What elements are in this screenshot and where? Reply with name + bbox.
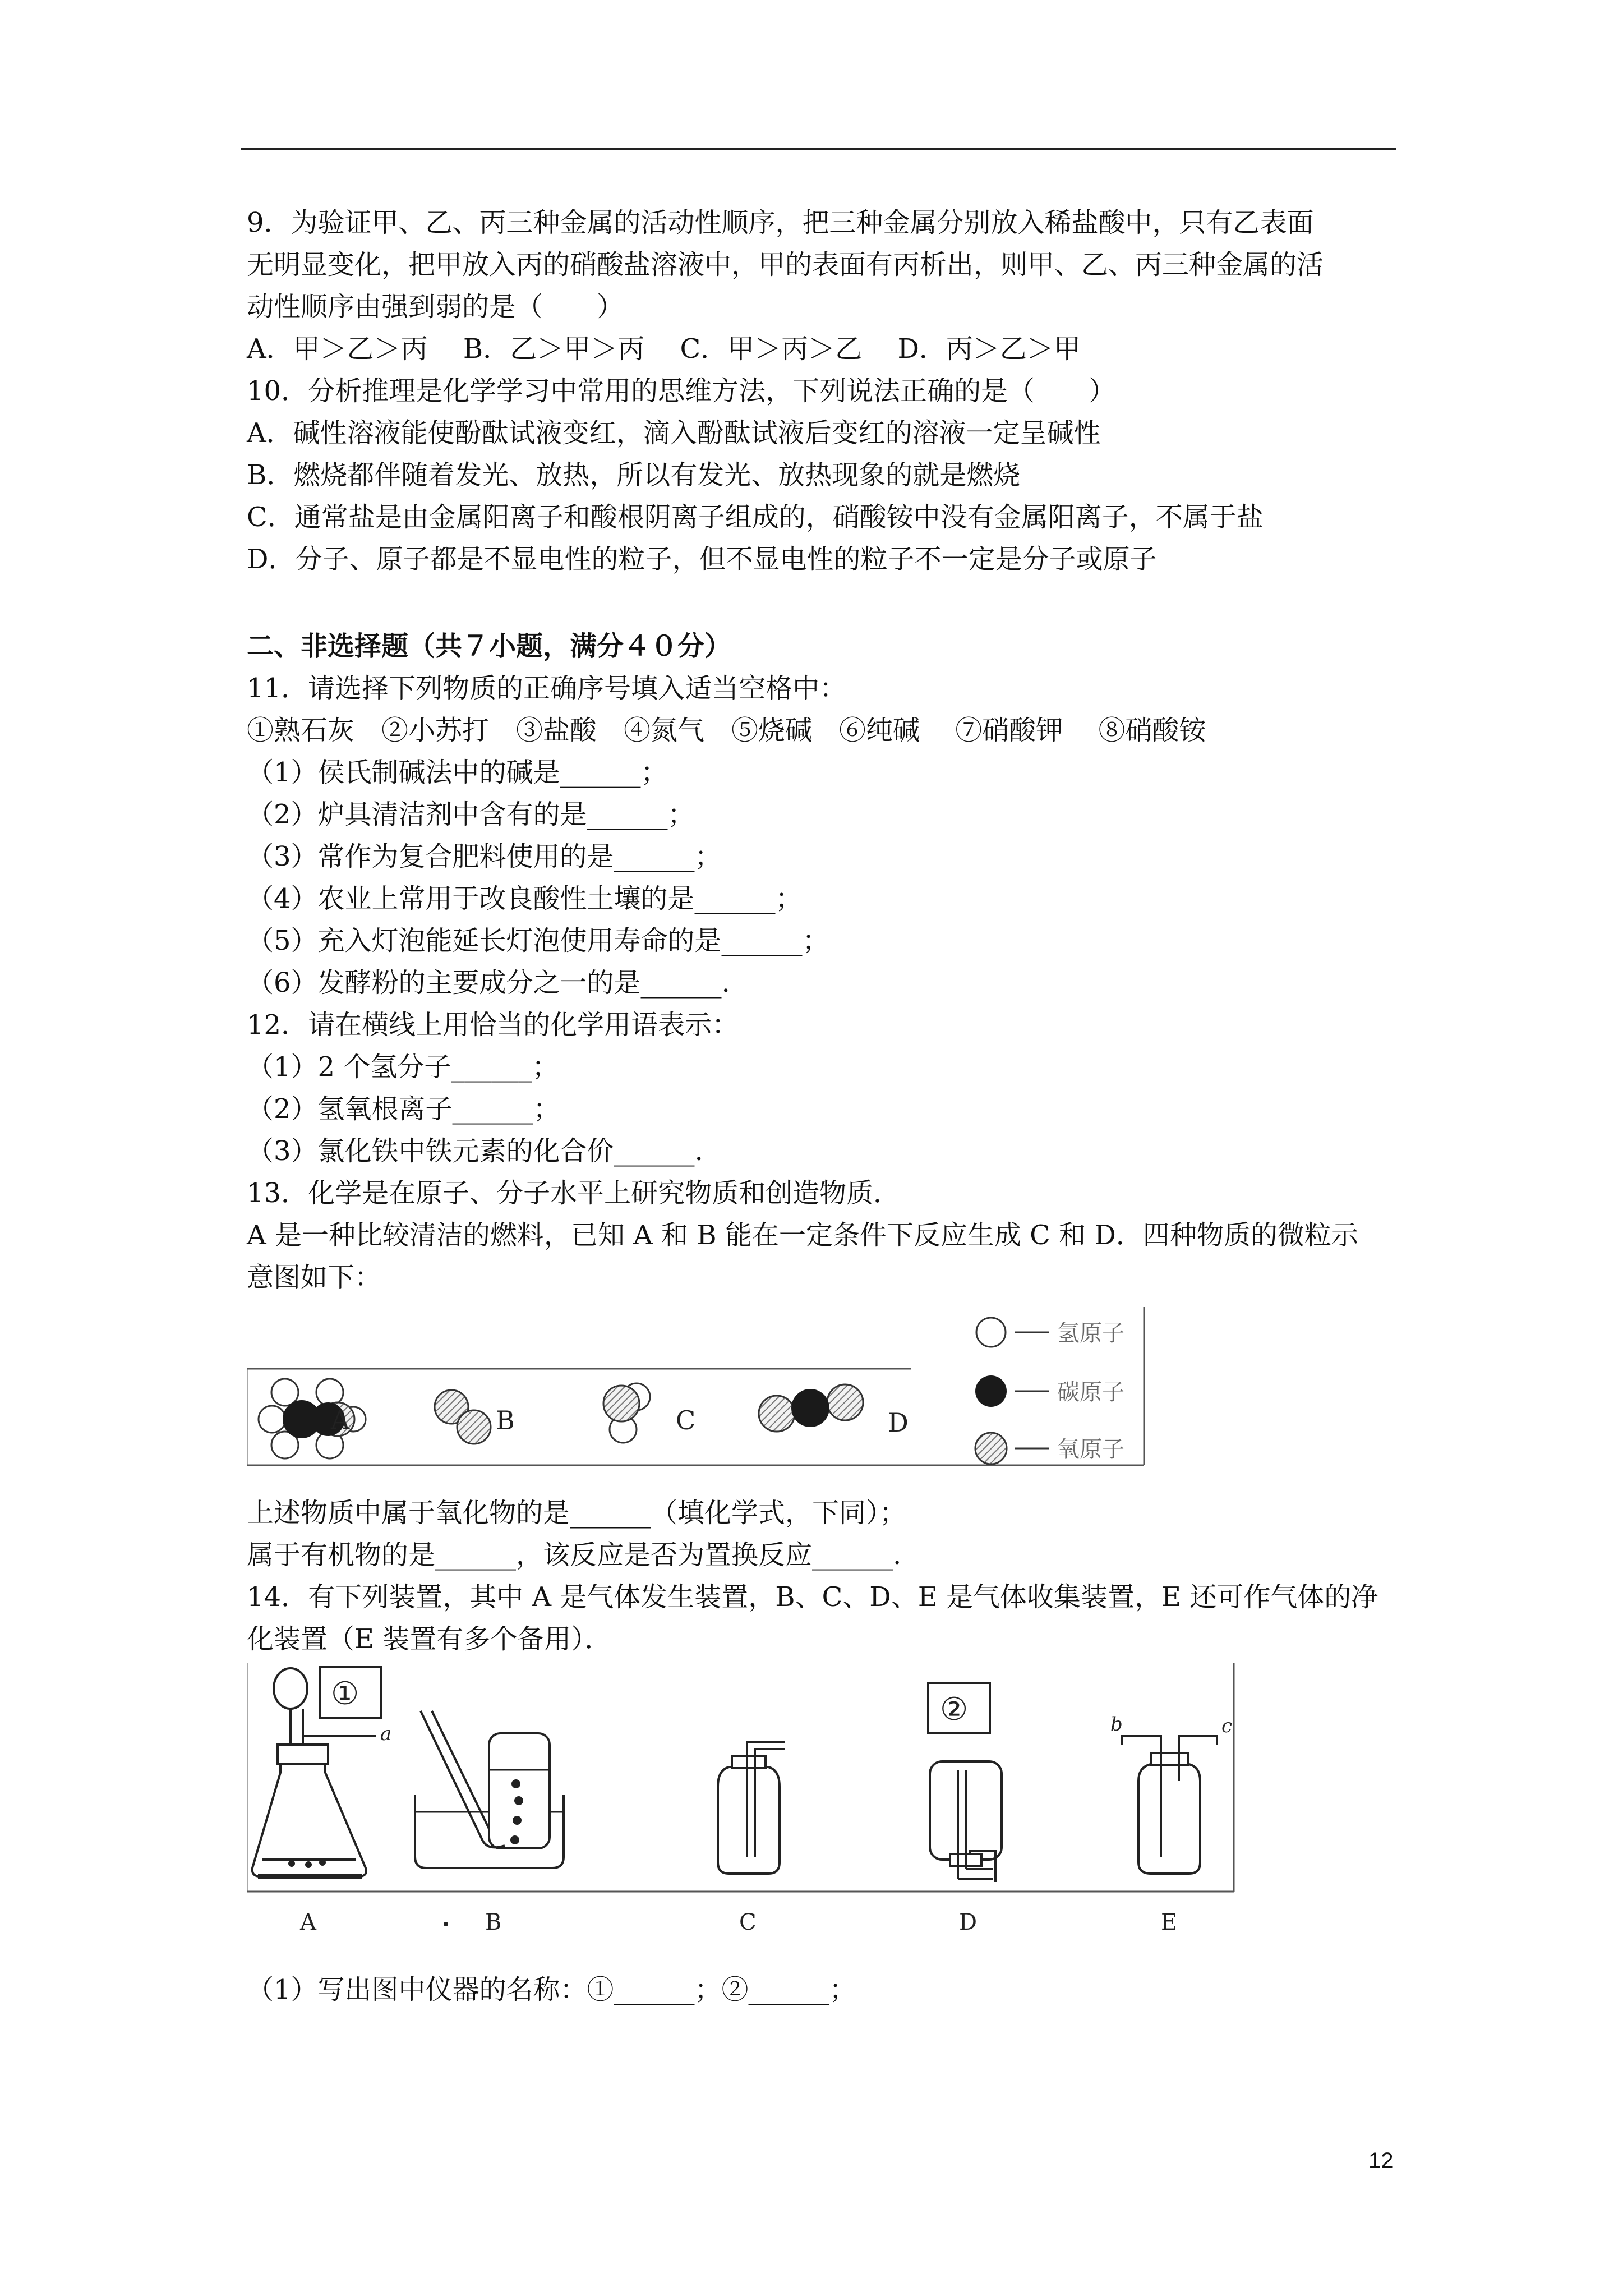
label-apparatus-c: C (739, 1910, 757, 1935)
q11-part6: （6）发酵粉的主要成分之一的是______. (247, 967, 730, 999)
q13-after1: 上述物质中属于氧化物的是______（填化学式，下同）； (247, 1497, 907, 1529)
q10-option-a: A．碱性溶液能使酚酞试液变红，滴入酚酞试液后变红的溶液一定呈碱性 (247, 417, 1101, 449)
apparatus-c (718, 1742, 785, 1874)
legend-oxygen: 氧原子 (1057, 1437, 1124, 1462)
label-apparatus-e: E (1161, 1910, 1178, 1935)
legend-oxygen-symbol (975, 1433, 1007, 1464)
legend (975, 1318, 1124, 1464)
q13-stem: 13．化学是在原子、分子水平上研究物质和创造物质． (247, 1177, 901, 1209)
q9-line1: 9．为验证甲、乙、丙三种金属的活动性顺序，把三种金属分别放入稀盐酸中，只有乙表面 (247, 207, 1314, 238)
q11-part5: （5）充入灯泡能延长灯泡使用寿命的是______； (247, 925, 829, 956)
q9-options: A．甲＞乙＞丙 B．乙＞甲＞丙 C．甲＞丙＞乙 D．丙＞乙＞甲 (247, 333, 1081, 365)
q9-line3: 动性顺序由强到弱的是（ ） (247, 291, 624, 323)
q14-part1: （1）写出图中仪器的名称：①______；②______； (247, 1974, 856, 2005)
section-heading: 二、非选择题（共７小题，满分４０分） (247, 631, 732, 662)
q11-part4: （4）农业上常用于改良酸性土壤的是______； (247, 883, 803, 914)
q9-line2: 无明显变化，把甲放入丙的硝酸盐溶液中，甲的表面有丙析出，则甲、乙、丙三种金属的活 (247, 249, 1324, 280)
molecule-diagram (247, 1307, 1155, 1475)
q10-option-b: B．燃烧都伴随着发光、放热，所以有发光、放热现象的就是燃烧 (247, 459, 1021, 491)
apparatus-e (1122, 1736, 1217, 1874)
legend-hydrogen-symbol (976, 1318, 1006, 1347)
q13-line2: A 是一种比较清洁的燃料，已知 A 和 B 能在一定条件下反应生成 C 和 D．四种物质的微粒示 (247, 1220, 1358, 1251)
legend-carbon-symbol (975, 1375, 1007, 1407)
q12-part2: （2）氢氧根离子______； (247, 1093, 560, 1125)
port-a: a (380, 1723, 392, 1745)
q11-choices: ①熟石灰 ②小苏打 ③盐酸 ④氮气 ⑤烧碱 ⑥纯碱 ⑦硝酸钾 ⑧硝酸铵 (247, 715, 1206, 746)
q12-part3: （3）氯化铁中铁元素的化合价______. (247, 1135, 703, 1167)
q10-option-d: D．分子、原子都是不显电性的粒子，但不显电性的粒子不一定是分子或原子 (247, 544, 1157, 575)
label-apparatus-d: D (959, 1910, 978, 1935)
q14-stem: 14．有下列装置，其中 A 是气体发生装置，B、C、D、E 是气体收集装置，E 还可作气体的净 (247, 1581, 1378, 1613)
q11-stem: 11．请选择下列物质的正确序号填入适当空格中： (247, 673, 847, 704)
apparatus-diagram (247, 1660, 1245, 1947)
port-b: b (1110, 1713, 1123, 1736)
molecule-c (603, 1383, 695, 1443)
port-c: c (1221, 1715, 1233, 1737)
molecule-a (259, 1379, 366, 1458)
apparatus-b (415, 1711, 564, 1868)
q11-part3: （3）常作为复合肥料使用的是______； (247, 841, 722, 872)
legend-hydrogen: 氢原子 (1057, 1320, 1124, 1346)
label-c: C (676, 1405, 696, 1435)
legend-carbon: 碳原子 (1057, 1379, 1124, 1405)
label-apparatus-a: A (300, 1910, 316, 1935)
label-apparatus-b: B (485, 1910, 502, 1935)
apparatus-d (930, 1761, 1002, 1882)
q13-after2: 属于有机物的是______，该反应是否为置换反应______. (247, 1539, 902, 1571)
q11-part2: （2）炉具清洁剂中含有的是______； (247, 799, 695, 830)
marker-2: ② (940, 1691, 969, 1728)
molecule-d (759, 1384, 909, 1438)
page-number: 12 (1368, 2148, 1394, 2173)
q11-part1: （1）侯氏制碱法中的碱是______； (247, 757, 668, 788)
q10-stem: 10．分析推理是化学学习中常用的思维方法，下列说法正确的是（ ） (247, 375, 1116, 407)
header-rule (241, 148, 1396, 150)
marker-1: ① (331, 1676, 359, 1712)
q13-line3: 意图如下： (247, 1262, 382, 1293)
q10-option-c: C．通常盐是由金属阳离子和酸根阴离子组成的，硝酸铵中没有金属阳离子，不属于盐 (247, 501, 1264, 533)
molecule-b (435, 1390, 515, 1444)
label-a: A (331, 1405, 350, 1435)
label-b: B (496, 1405, 515, 1435)
q14-line2: 化装置（E 装置有多个备用）． (247, 1623, 612, 1655)
figure-dot (444, 1922, 448, 1926)
q12-part1: （1）2 个氢分子______； (247, 1051, 559, 1083)
q12-stem: 12．请在横线上用恰当的化学用语表示： (247, 1009, 739, 1041)
label-d: D (888, 1407, 909, 1438)
